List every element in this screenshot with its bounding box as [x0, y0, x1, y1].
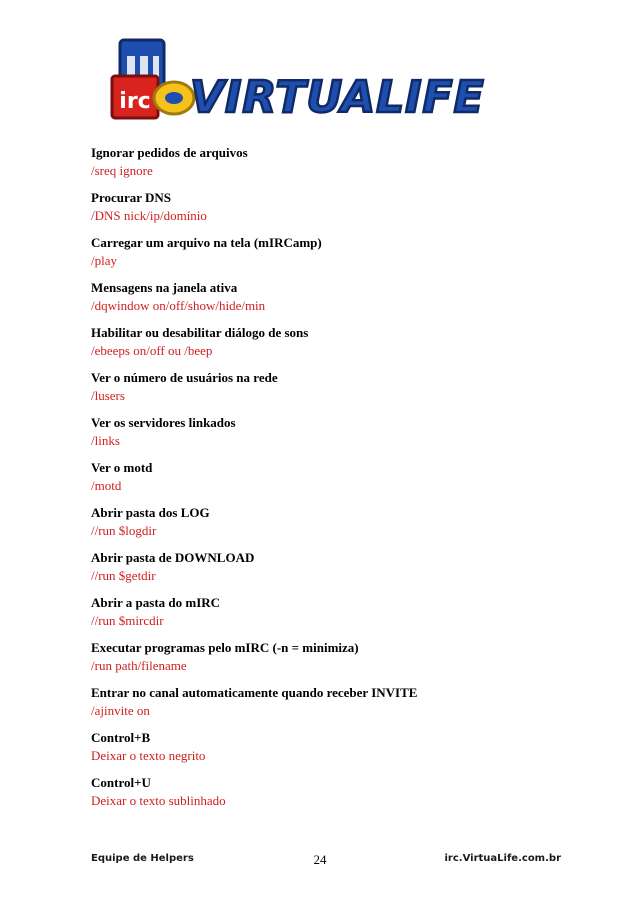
- entry-title: Abrir pasta dos LOG: [91, 505, 210, 520]
- page-number: 24: [313, 852, 327, 867]
- entry-command: /motd: [91, 478, 122, 493]
- entry-title: Executar programas pelo mIRC (-n = minimiza): [91, 640, 359, 655]
- logo-wordmark: VIRTUALIFE: [190, 72, 485, 123]
- command-list: [91, 143, 561, 818]
- list-item: [91, 188, 561, 233]
- entry-title: Control+B: [91, 730, 151, 745]
- logo-graphic: [110, 36, 494, 128]
- list-item: [91, 413, 561, 458]
- list-item: [91, 458, 561, 503]
- entry-title: Abrir a pasta do mIRC: [91, 595, 221, 610]
- list-item: [91, 323, 561, 368]
- list-item: [91, 503, 561, 548]
- virtualife-logo: [110, 36, 494, 128]
- entry-command: /lusers: [91, 388, 125, 403]
- entry-title: Abrir pasta de DOWNLOAD: [91, 550, 255, 565]
- footer-site-label: irc.VirtuaLife.com.br: [444, 853, 561, 864]
- list-item: [91, 638, 561, 683]
- entry-command: Deixar o texto sublinhado: [91, 793, 226, 808]
- entry-title: Mensagens na janela ativa: [91, 280, 238, 295]
- entry-title: Carregar um arquivo na tela (mIRCamp): [91, 235, 322, 250]
- entry-title: Ignorar pedidos de arquivos: [91, 145, 248, 160]
- entry-command: /play: [91, 253, 117, 268]
- list-item: [91, 278, 561, 323]
- entry-command: /DNS nick/ip/domínio: [91, 208, 207, 223]
- entry-title: Ver o número de usuários na rede: [91, 370, 278, 385]
- entry-command: /sreq ignore: [91, 163, 153, 178]
- entry-title: Entrar no canal automaticamente quando receber INVITE: [91, 685, 418, 700]
- entry-title: Control+U: [91, 775, 151, 790]
- entry-title: Ver o motd: [91, 460, 153, 475]
- entry-title: Ver os servidores linkados: [91, 415, 236, 430]
- list-item: [91, 143, 561, 188]
- entry-command: //run $mircdir: [91, 613, 164, 628]
- list-item: [91, 368, 561, 413]
- entry-command: //run $getdir: [91, 568, 156, 583]
- entry-title: Procurar DNS: [91, 190, 172, 205]
- entry-command: /dqwindow on/off/show/hide/min: [91, 298, 266, 313]
- list-item: [91, 548, 561, 593]
- list-item: [91, 683, 561, 728]
- entry-command: /run path/filename: [91, 658, 187, 673]
- entry-command: /ebeeps on/off ou /beep: [91, 343, 213, 358]
- logo-irc-text: irc: [119, 89, 151, 114]
- list-item: [91, 233, 561, 278]
- entry-command: /ajinvite on: [91, 703, 150, 718]
- list-item: [91, 593, 561, 638]
- entry-title: Habilitar ou desabilitar diálogo de sons: [91, 325, 309, 340]
- footer-team-label: Equipe de Helpers: [91, 853, 194, 864]
- list-item: [91, 728, 561, 773]
- list-item: [91, 773, 561, 818]
- entry-command: //run $logdir: [91, 523, 157, 538]
- entry-command: Deixar o texto negrito: [91, 748, 206, 763]
- entry-command: /links: [91, 433, 120, 448]
